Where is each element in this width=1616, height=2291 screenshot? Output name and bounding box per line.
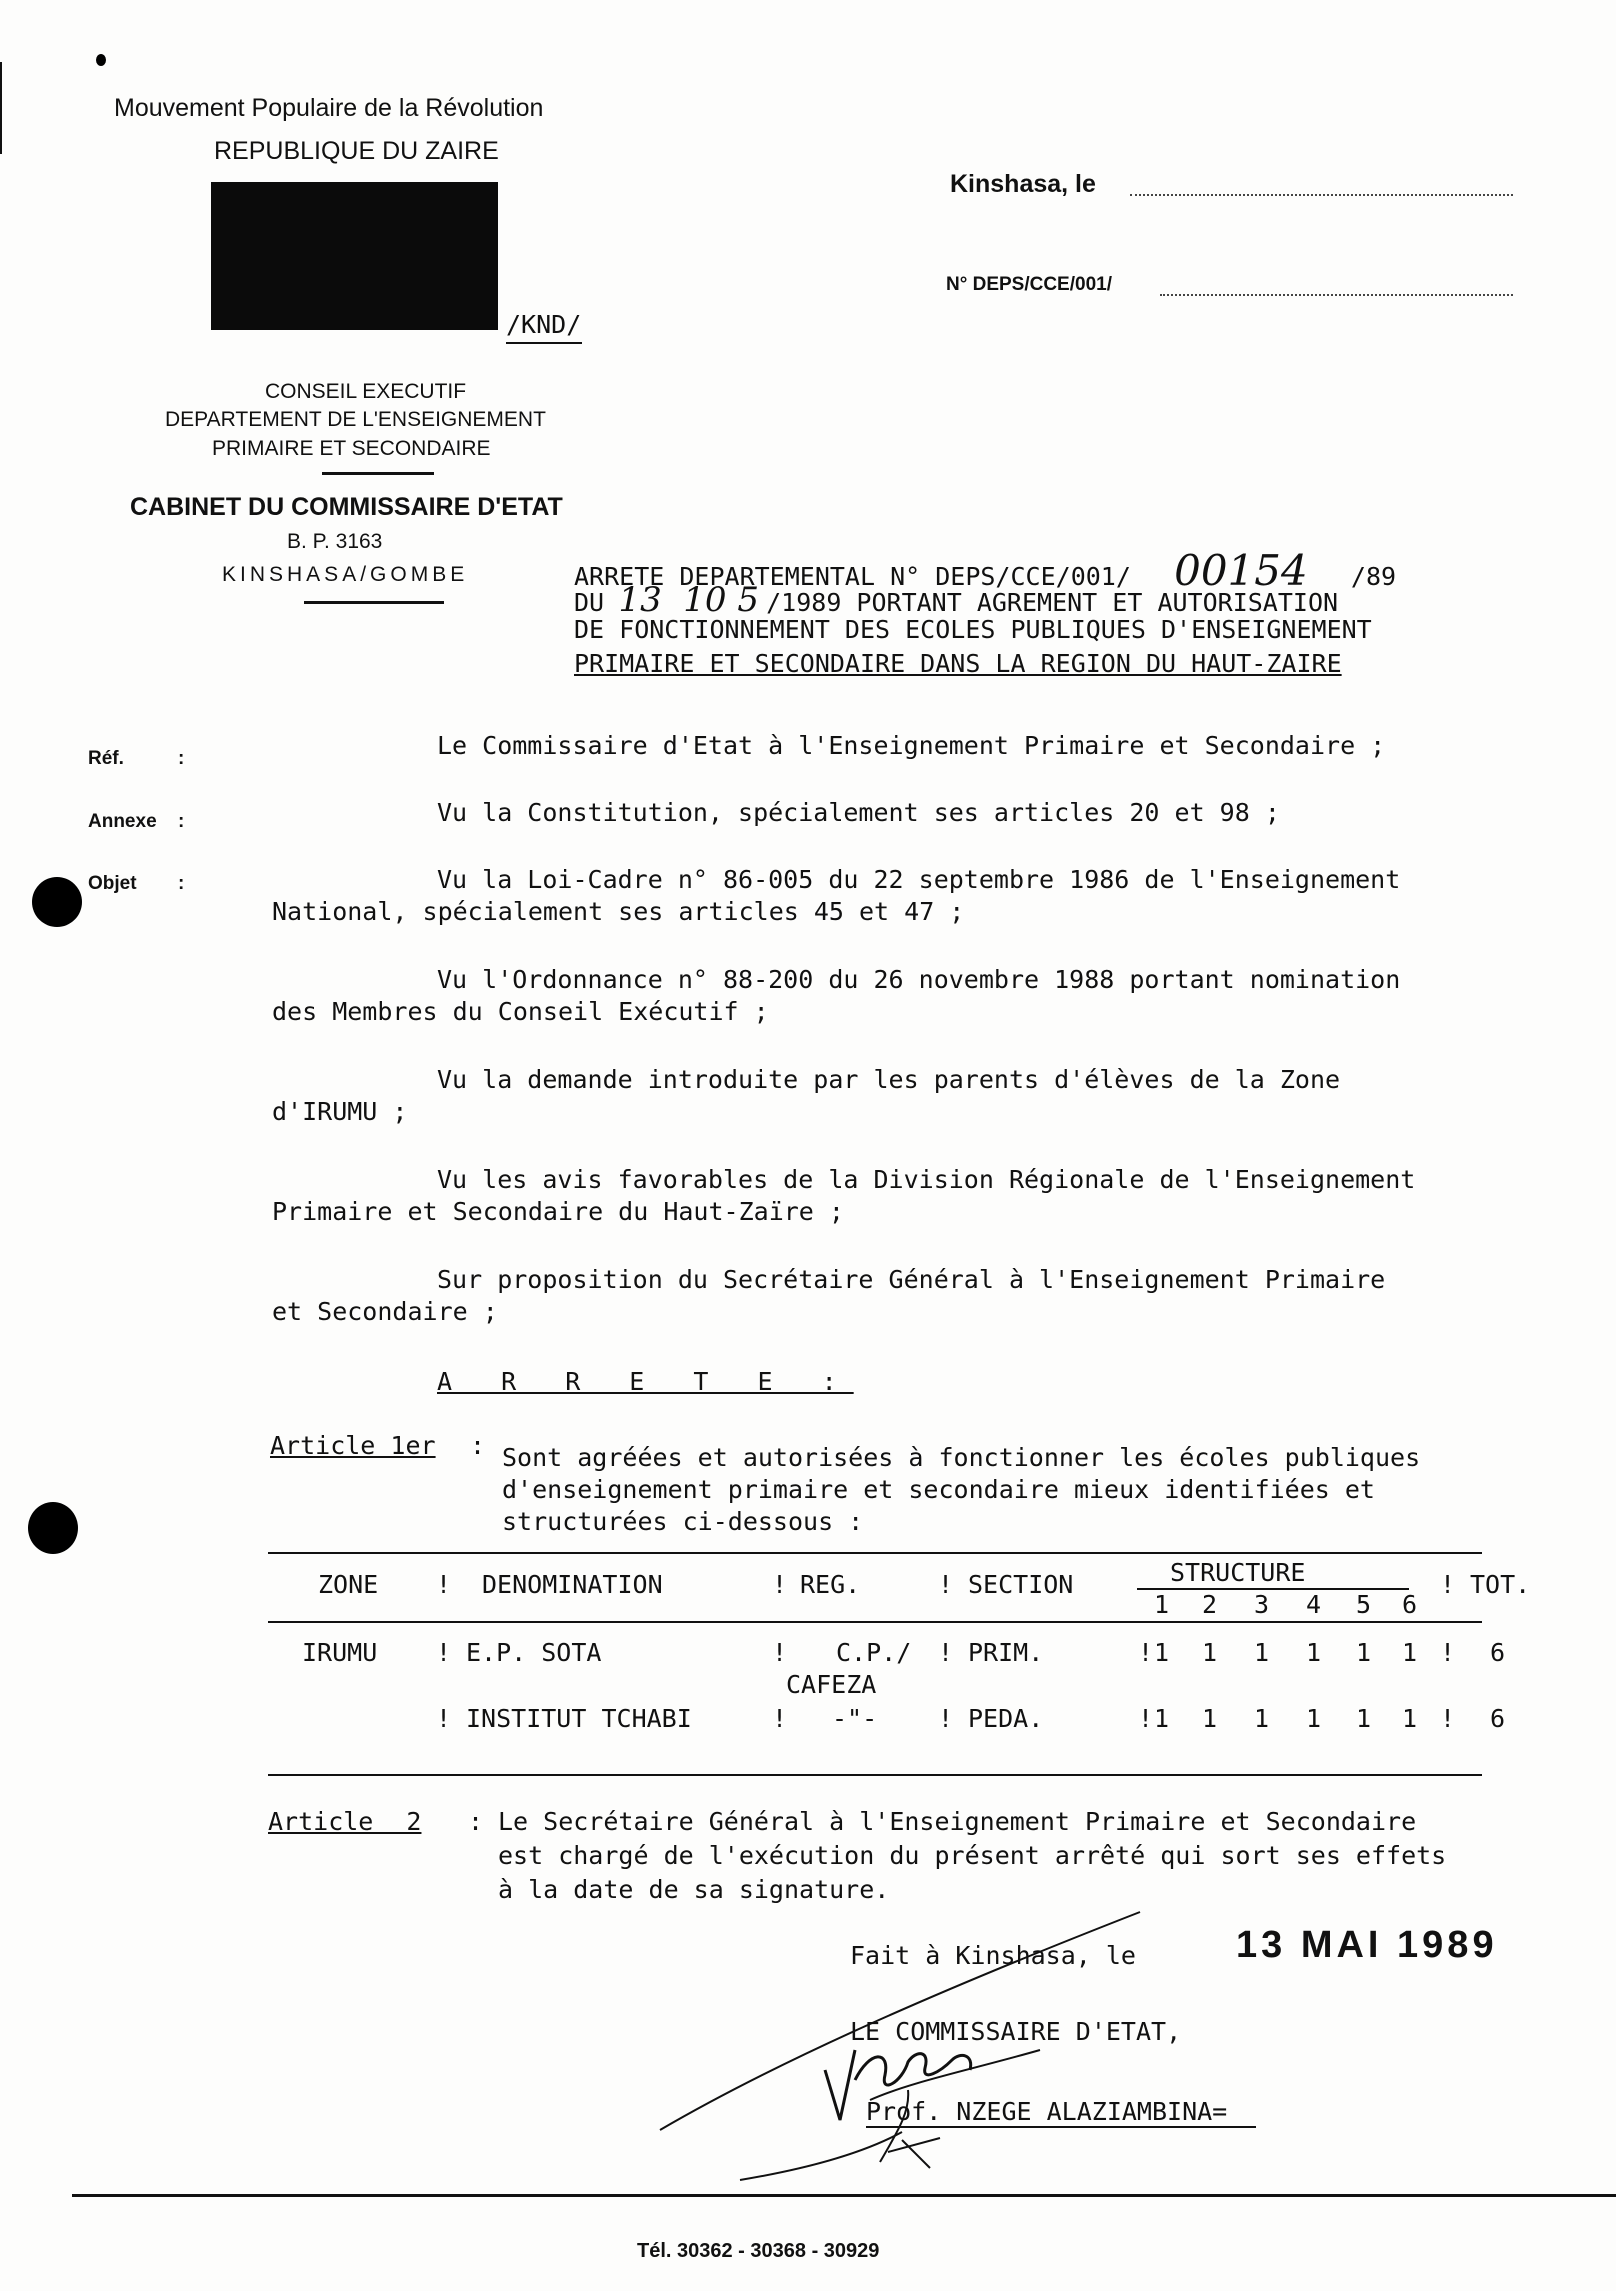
cell-zone: IRUMU bbox=[302, 1638, 378, 1667]
preamble-3b: National, spécialement ses articles 45 et 47 ; bbox=[272, 897, 965, 926]
col-separator: ! bbox=[772, 1570, 788, 1599]
signature-scrawl bbox=[640, 1900, 1200, 2200]
redacted-emblem bbox=[211, 182, 498, 330]
col-separator: ! bbox=[1138, 1704, 1154, 1733]
margin-annexe-colon: : bbox=[178, 811, 185, 832]
preamble-6a: Vu les avis favorables de la Division Régionale de l'Enseignement bbox=[437, 1165, 1416, 1194]
cell-structure-6: 1 bbox=[1402, 1638, 1418, 1667]
structure-num-5: 5 bbox=[1356, 1590, 1372, 1619]
col-separator: ! bbox=[436, 1704, 452, 1733]
cell-denomination: E.P. SOTA bbox=[466, 1638, 602, 1667]
handwritten-number: 00154 bbox=[1174, 546, 1308, 595]
col-separator: ! bbox=[772, 1638, 788, 1667]
ink-speck bbox=[96, 54, 106, 66]
col-separator: ! bbox=[436, 1570, 452, 1599]
city-rule bbox=[304, 601, 444, 604]
title-line-4: PRIMAIRE ET SECONDAIRE DANS LA REGION DU HAUT-ZAIRE bbox=[574, 649, 1342, 678]
margin-objet-colon: : bbox=[178, 873, 185, 894]
col-separator: ! bbox=[1440, 1638, 1456, 1667]
margin-annexe: Annexe bbox=[88, 811, 157, 832]
title-line-2 bbox=[574, 580, 1338, 620]
header-movement: Mouvement Populaire de la Révolution bbox=[114, 94, 544, 122]
margin-ref-colon: : bbox=[178, 748, 185, 769]
article-1-colon: : bbox=[470, 1431, 486, 1460]
preamble-4a: Vu l'Ordonnance n° 88-200 du 26 novembre 1988 portant nomination bbox=[437, 965, 1401, 994]
header-primary-secondary: PRIMAIRE ET SECONDAIRE bbox=[212, 437, 491, 460]
margin-ref: Réf. bbox=[88, 748, 124, 769]
handwritten-day: 13 bbox=[618, 580, 662, 620]
cell-section: PRIM. bbox=[968, 1638, 1044, 1667]
col-header-zone: ZONE bbox=[318, 1570, 379, 1599]
preamble-4b: des Membres du Conseil Exécutif ; bbox=[272, 997, 769, 1026]
article-2-line-1: Le Secrétaire Général à l'Enseignement Primaire et Secondaire bbox=[498, 1807, 1417, 1836]
article-2-line-2: est chargé de l'exécution du présent arrêté qui sort ses effets bbox=[498, 1841, 1447, 1870]
structure-num-3: 3 bbox=[1254, 1590, 1270, 1619]
cell-structure-2: 1 bbox=[1202, 1704, 1218, 1733]
ref-dotline bbox=[1160, 292, 1513, 296]
structure-num-4: 4 bbox=[1306, 1590, 1322, 1619]
col-header-denomination: DENOMINATION bbox=[482, 1570, 663, 1599]
cell-reg: C.P./ bbox=[836, 1638, 912, 1667]
col-header-tot: TOT. bbox=[1470, 1570, 1531, 1599]
cell-structure-5: 1 bbox=[1356, 1638, 1372, 1667]
footer-rule bbox=[72, 2194, 1616, 2197]
cabinet-title: CABINET DU COMMISSAIRE D'ETAT bbox=[130, 493, 563, 521]
footer-telephone: Tél. 30362 - 30368 - 30929 bbox=[637, 2240, 880, 2262]
date-dotline bbox=[1130, 192, 1513, 196]
punch-hole-top bbox=[32, 877, 82, 927]
col-header-structure: STRUCTURE bbox=[1170, 1558, 1306, 1587]
article-1-line-1: Sont agréées et autorisées à fonctionner les écoles publiques bbox=[502, 1443, 1421, 1472]
title-line-3: DE FONCTIONNEMENT DES ECOLES PUBLIQUES D'ENSEIGNEMENT bbox=[574, 615, 1372, 644]
edge-mark bbox=[0, 62, 2, 154]
preamble-7a: Sur proposition du Secrétaire Général à l'Enseignement Primaire bbox=[437, 1265, 1386, 1294]
cell-structure-1: 1 bbox=[1154, 1704, 1170, 1733]
preamble-2: Vu la Constitution, spécialement ses articles 20 et 98 ; bbox=[437, 798, 1280, 827]
arrete-heading: A R R E T E : bbox=[437, 1367, 854, 1396]
article-1-line-3: structurées ci-dessous : bbox=[502, 1507, 864, 1536]
table-top-rule bbox=[268, 1552, 1482, 1554]
cell-structure-6: 1 bbox=[1402, 1704, 1418, 1733]
col-header-reg: REG. bbox=[800, 1570, 861, 1599]
structure-num-1: 1 bbox=[1154, 1590, 1170, 1619]
header-council: CONSEIL EXECUTIF bbox=[265, 380, 467, 403]
col-separator: ! bbox=[1138, 1638, 1154, 1667]
header-city: KINSHASA/GOMBE bbox=[222, 563, 469, 586]
table-header-rule bbox=[268, 1621, 1482, 1623]
cell-tot: 6 bbox=[1490, 1704, 1506, 1733]
col-separator: ! bbox=[938, 1704, 954, 1733]
header-republic: REPUBLIQUE DU ZAIRE bbox=[214, 137, 499, 165]
cell-denomination: INSTITUT TCHABI bbox=[466, 1704, 692, 1733]
header-bp: B. P. 3163 bbox=[287, 530, 383, 553]
cell-structure-3: 1 bbox=[1254, 1704, 1270, 1733]
cell-structure-2: 1 bbox=[1202, 1638, 1218, 1667]
table-bottom-rule bbox=[268, 1774, 1482, 1776]
title-line-1-suffix: /89 bbox=[1350, 562, 1397, 591]
col-separator: ! bbox=[1440, 1704, 1456, 1733]
reference-number-label: N° DEPS/CCE/001/ bbox=[946, 274, 1112, 295]
knd-code: /KND/ bbox=[506, 310, 582, 339]
col-header-section: SECTION bbox=[968, 1570, 1074, 1599]
col-separator: ! bbox=[938, 1570, 954, 1599]
preamble-3a: Vu la Loi-Cadre n° 86-005 du 22 septembre 1986 de l'Enseignement bbox=[437, 865, 1401, 894]
col-separator: ! bbox=[772, 1704, 788, 1733]
cell-reg: -"- bbox=[832, 1704, 878, 1733]
title-line-2-suffix: /1989 PORTANT AGREMENT ET AUTORISATION bbox=[766, 588, 1339, 617]
col-separator: ! bbox=[938, 1638, 954, 1667]
knd-underline bbox=[506, 342, 582, 344]
cell-reg-line-2: CAFEZA bbox=[786, 1670, 877, 1699]
structure-num-6: 6 bbox=[1402, 1590, 1418, 1619]
cell-structure-1: 1 bbox=[1154, 1638, 1170, 1667]
cell-structure-4: 1 bbox=[1306, 1704, 1322, 1733]
title-line-2-prefix: DU bbox=[574, 588, 605, 617]
article-2-colon: : bbox=[468, 1807, 484, 1836]
title-line-1-prefix: ARRETE DEPARTEMENTAL N° DEPS/CCE/001/ bbox=[574, 562, 1131, 591]
cell-tot: 6 bbox=[1490, 1638, 1506, 1667]
preamble-5a: Vu la demande introduite par les parents d'élèves de la Zone bbox=[437, 1065, 1341, 1094]
col-separator: ! bbox=[1440, 1570, 1456, 1599]
article-1-label: Article 1er bbox=[270, 1431, 436, 1460]
cell-structure-3: 1 bbox=[1254, 1638, 1270, 1667]
article-2-line-3: à la date de sa signature. bbox=[498, 1875, 890, 1904]
preamble-5b: d'IRUMU ; bbox=[272, 1097, 408, 1126]
article-1-line-2: d'enseignement primaire et secondaire mieux identifiées et bbox=[502, 1475, 1375, 1504]
signatory-title: LE COMMISSAIRE D'ETAT, bbox=[850, 2017, 1182, 2046]
handwritten-month: 10 5 bbox=[683, 580, 759, 620]
cell-structure-5: 1 bbox=[1356, 1704, 1372, 1733]
fait-a-kinshasa: Fait à Kinshasa, le bbox=[850, 1941, 1136, 1970]
kinshasa-date-label: Kinshasa, le bbox=[950, 170, 1096, 198]
preamble-6b: Primaire et Secondaire du Haut-Zaïre ; bbox=[272, 1197, 844, 1226]
header-department: DEPARTEMENT DE L'ENSEIGNEMENT bbox=[165, 408, 546, 431]
col-separator: ! bbox=[436, 1638, 452, 1667]
punch-hole-bottom bbox=[28, 1502, 78, 1554]
signatory-name: Prof. NZEGE ALAZIAMBINA= bbox=[866, 2097, 1228, 2126]
article-2-label: Article 2 bbox=[268, 1807, 422, 1836]
cell-structure-4: 1 bbox=[1306, 1638, 1322, 1667]
date-stamp: 13 MAI 1989 bbox=[1236, 1924, 1498, 1966]
preamble-7b: et Secondaire ; bbox=[272, 1297, 498, 1326]
preamble-1: Le Commissaire d'Etat à l'Enseignement Primaire et Secondaire ; bbox=[437, 731, 1386, 760]
margin-objet: Objet bbox=[88, 873, 137, 894]
cell-section: PEDA. bbox=[968, 1704, 1044, 1733]
structure-num-2: 2 bbox=[1202, 1590, 1218, 1619]
header-rule bbox=[322, 472, 434, 475]
